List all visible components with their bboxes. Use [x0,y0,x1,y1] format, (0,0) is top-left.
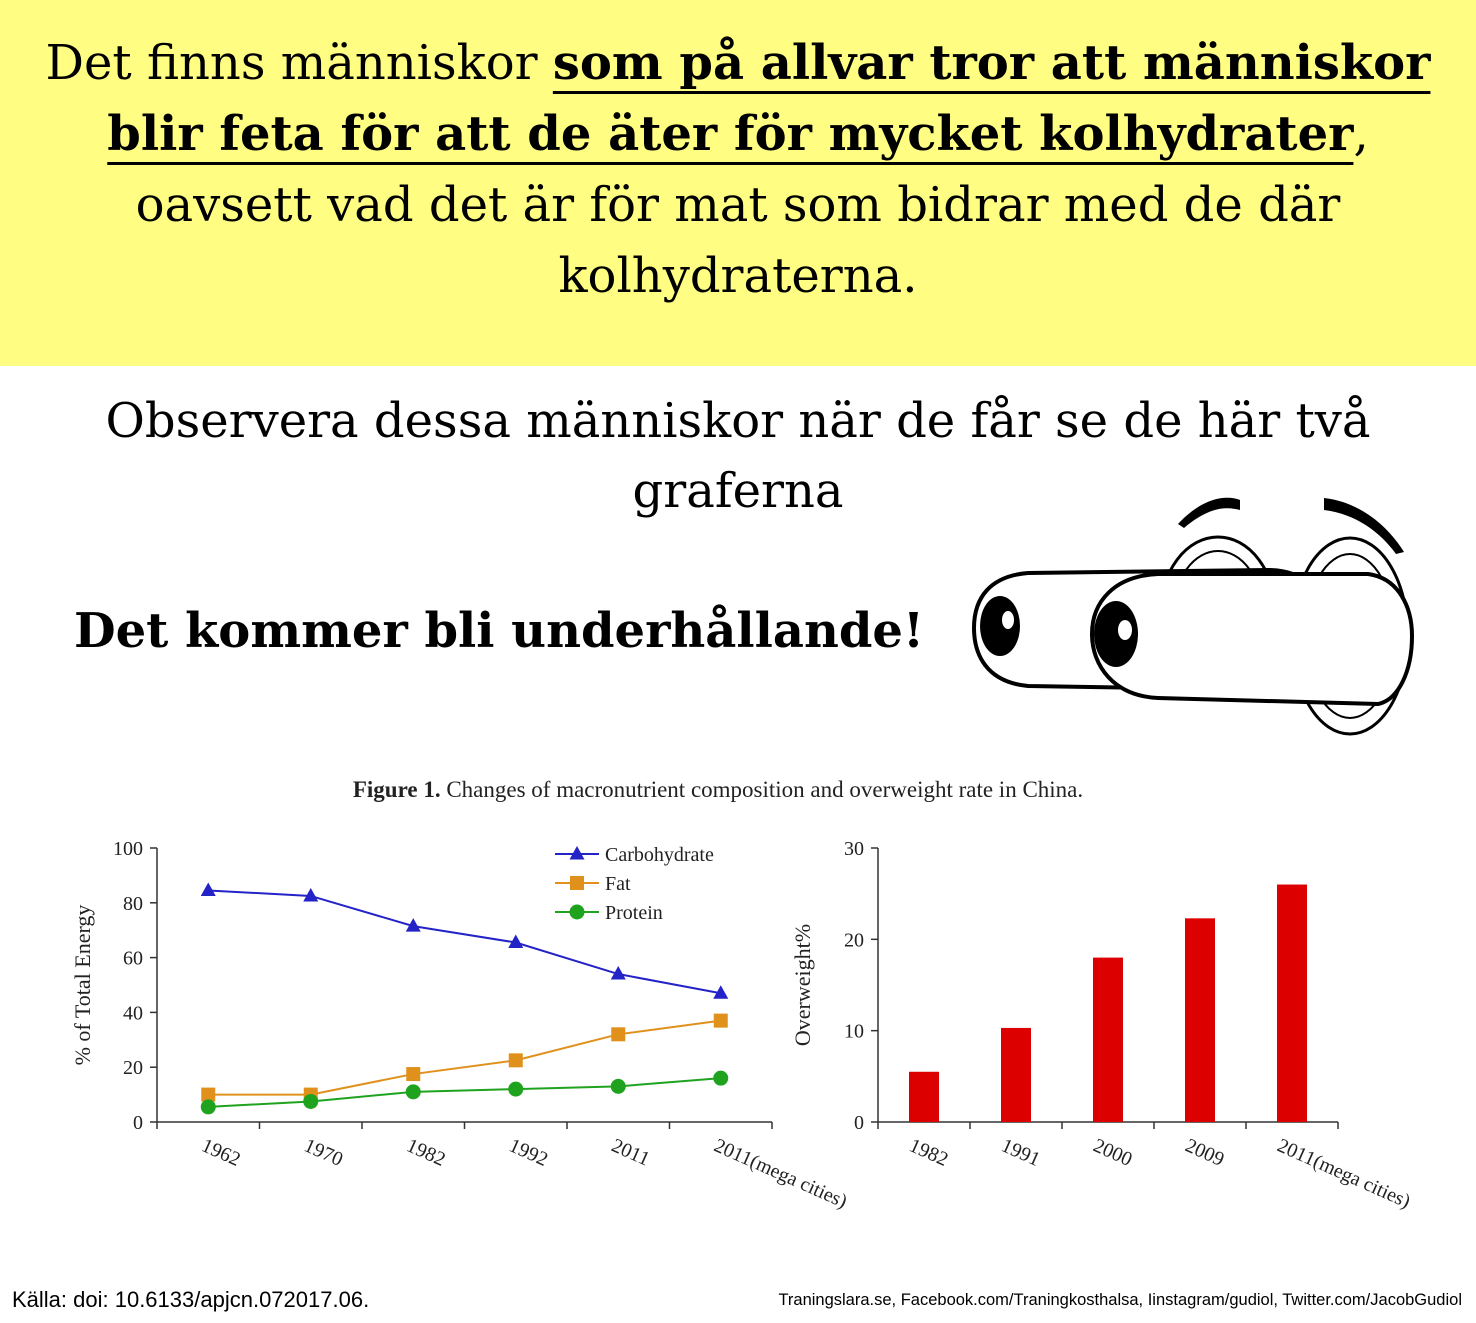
x-tick-label: 1992 [505,1134,552,1171]
y-tick-label: 0 [133,1112,143,1134]
headline-emphasis: som på allvar tror att människor blir feta för att de äter för mycket kolhydrater [107,35,1431,162]
y-tick-label: 100 [113,838,143,860]
left-pupil [980,596,1020,656]
data-point-protein [508,1082,523,1097]
bar-1991 [1001,1028,1031,1122]
entertaining-text: Det kommer bli underhållande! [74,603,925,659]
figure-caption [0,777,1436,803]
x-tick-label: 1962 [198,1134,244,1171]
source-citation: Källa: doi: 10.6133/apjcn.072017.06. [12,1287,370,1312]
legend-marker-fat [570,876,584,890]
x-tick-label: 2011(mega cities) [1273,1134,1414,1213]
headline-part-1: Det finns människor [45,35,553,91]
legend-label-protein: Protein [605,902,663,924]
y-tick-label: 20 [844,929,864,952]
y-tick-label: 60 [123,947,143,970]
headline-text [40,28,1436,312]
y-tick-label: 80 [123,892,143,915]
legend-marker-carbohydrate [570,846,585,860]
x-tick-label: 2011 [608,1134,654,1171]
x-tick-label: 2000 [1089,1134,1136,1171]
figure-caption-text: Changes of macronutrient composition and overweight rate in China. [440,777,1084,802]
data-point-protein [406,1084,421,1099]
x-tick-label: 1982 [403,1134,449,1171]
x-tick-label: 2011(mega cities) [710,1134,851,1213]
data-point-protein [713,1071,728,1086]
bar-2009 [1185,918,1215,1122]
bar-2011-mega-cities- [1277,885,1307,1122]
x-tick-label: 1982 [905,1134,952,1171]
data-point-fat [406,1067,420,1081]
observe-text: Observera dessa människor när de får se de här två graferna [105,393,1371,519]
legend-label-fat: Fat [605,873,631,895]
y-axis-label: % of Total Energy [70,904,95,1066]
legend-marker-protein [570,905,585,920]
legend-label-carbohydrate: Carbohydrate [605,844,714,866]
data-point-fat [611,1027,625,1041]
headline-part-2: , oavsett vad det är för mat som bidrar med de där kolhydraterna. [135,106,1369,304]
data-point-protein [611,1079,626,1094]
data-point-carbohydrate [201,882,216,896]
bar-2000 [1093,958,1123,1122]
y-tick-label: 0 [854,1112,864,1134]
x-tick-label: 1970 [300,1134,347,1171]
headline-banner [0,0,1476,366]
y-tick-label: 20 [123,1057,143,1080]
overweight-bar-chart [780,826,1470,1246]
bar-1982 [909,1072,939,1122]
y-axis-label: Overweight% [790,923,815,1047]
data-point-fat [509,1053,523,1067]
x-tick-label: 1991 [997,1134,1044,1171]
data-point-protein [303,1094,318,1109]
series-line-protein [208,1078,721,1107]
left-eyebrow-shape [1178,498,1240,528]
eyes-illustration [968,486,1416,746]
y-tick-label: 30 [844,838,864,860]
figure-label: Figure 1. [352,777,441,802]
data-point-protein [201,1099,216,1114]
data-point-fat [714,1014,728,1028]
y-tick-label: 10 [844,1020,864,1043]
right-eye-shape [1092,574,1412,704]
y-tick-label: 40 [123,1002,143,1025]
author-credits: Traningslara.se, Facebook.com/Traningkosthalsa, Iinstagram/gudiol, Twitter.com/JacobGudiol [778,1291,1462,1309]
x-tick-label: 2009 [1181,1134,1228,1171]
